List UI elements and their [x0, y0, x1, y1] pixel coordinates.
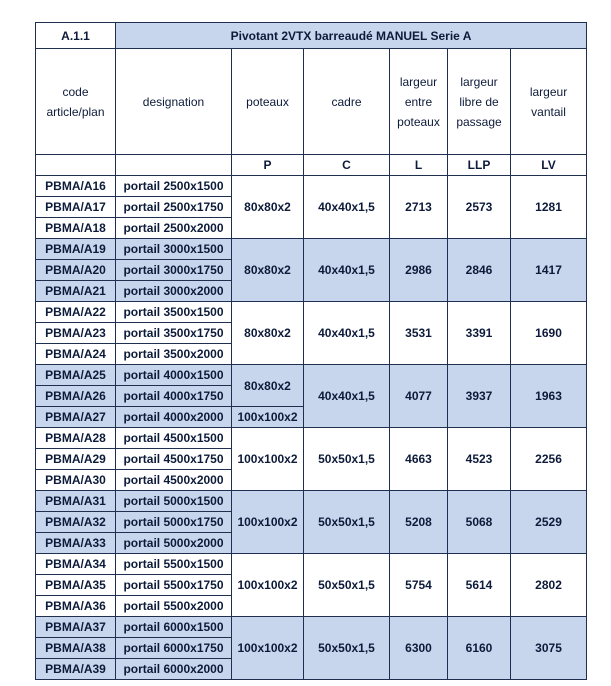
article-code: PBMA/A29	[36, 449, 116, 470]
cadre-cell: 40x40x1,5	[304, 176, 390, 239]
designation-cell: portail 4500x1500	[116, 428, 232, 449]
llp-cell: 6160	[448, 617, 511, 680]
designation-cell: portail 6000x1750	[116, 638, 232, 659]
designation-cell: portail 4000x1500	[116, 365, 232, 386]
article-code: PBMA/A36	[36, 596, 116, 617]
article-code: PBMA/A20	[36, 260, 116, 281]
designation-cell: portail 2500x2000	[116, 218, 232, 239]
designation-cell: portail 5500x1750	[116, 575, 232, 596]
column-header-poteaux	[232, 49, 304, 155]
poteaux-cell: 100x100x2	[232, 554, 304, 617]
designation-cell: portail 5500x1500	[116, 554, 232, 575]
poteaux-cell: 80x80x2	[232, 239, 304, 302]
llp-cell: 3391	[448, 302, 511, 365]
designation-cell: portail 3000x1750	[116, 260, 232, 281]
lv-cell: 1690	[511, 302, 587, 365]
designation-cell: portail 5500x2000	[116, 596, 232, 617]
cadre-cell: 50x50x1,5	[304, 617, 390, 680]
column-header-code	[36, 49, 116, 155]
column-header-cadre	[304, 49, 390, 155]
lv-cell: 2529	[511, 491, 587, 554]
article-code: PBMA/A28	[36, 428, 116, 449]
column-header-line: vantail	[531, 104, 566, 119]
llp-cell: 5068	[448, 491, 511, 554]
column-header-lv	[511, 49, 587, 155]
lv-cell: 1417	[511, 239, 587, 302]
article-code: PBMA/A38	[36, 638, 116, 659]
llp-cell: 2573	[448, 176, 511, 239]
designation-cell: portail 5000x1500	[116, 491, 232, 512]
column-header-line: poteaux	[397, 114, 440, 129]
designation-cell: portail 4000x1750	[116, 386, 232, 407]
column-symbol: P	[232, 155, 304, 176]
lv-cell: 3075	[511, 617, 587, 680]
cadre-cell: 50x50x1,5	[304, 554, 390, 617]
column-header-designation	[116, 49, 232, 155]
table-code: A.1.1	[36, 23, 116, 49]
column-header-line: largeur	[399, 74, 438, 89]
article-code: PBMA/A32	[36, 512, 116, 533]
column-header-line: article/plan	[46, 104, 105, 119]
cadre-cell: 50x50x1,5	[304, 491, 390, 554]
llp-cell: 3937	[448, 365, 511, 428]
cadre-cell: 40x40x1,5	[304, 239, 390, 302]
column-header-line: entre	[404, 94, 433, 109]
article-code: PBMA/A19	[36, 239, 116, 260]
poteaux-cell: 80x80x2	[232, 365, 304, 407]
table-row	[36, 176, 587, 197]
designation-cell: portail 3500x2000	[116, 344, 232, 365]
cadre-cell: 40x40x1,5	[304, 365, 390, 428]
column-header-largeur-entre	[390, 49, 448, 155]
article-code: PBMA/A34	[36, 554, 116, 575]
column-header-line: code	[62, 84, 89, 99]
poteaux-cell: 100x100x2	[232, 617, 304, 680]
table-row	[36, 239, 587, 260]
largeur-entre-cell: 3531	[390, 302, 448, 365]
poteaux-cell: 80x80x2	[232, 302, 304, 365]
largeur-entre-cell: 2713	[390, 176, 448, 239]
poteaux-cell: 100x100x2	[232, 407, 304, 428]
designation-cell: portail 5000x2000	[116, 533, 232, 554]
table-row	[36, 554, 587, 575]
table-row	[36, 302, 587, 323]
column-symbol: C	[304, 155, 390, 176]
article-code: PBMA/A24	[36, 344, 116, 365]
designation-cell: portail 3500x1750	[116, 323, 232, 344]
article-code: PBMA/A25	[36, 365, 116, 386]
table-row	[36, 365, 587, 386]
designation-cell: portail 4000x2000	[116, 407, 232, 428]
article-code: PBMA/A17	[36, 197, 116, 218]
column-header-line: cadre	[331, 94, 362, 109]
designation-cell: portail 4500x2000	[116, 470, 232, 491]
article-code: PBMA/A26	[36, 386, 116, 407]
poteaux-cell: 100x100x2	[232, 491, 304, 554]
article-code: PBMA/A21	[36, 281, 116, 302]
article-code: PBMA/A33	[36, 533, 116, 554]
column-symbol	[116, 155, 232, 176]
llp-cell: 2846	[448, 239, 511, 302]
spec-table	[35, 22, 587, 680]
table-title: Pivotant 2VTX barreaudé MANUEL Serie A	[116, 23, 587, 49]
article-code: PBMA/A31	[36, 491, 116, 512]
article-code: PBMA/A18	[36, 218, 116, 239]
llp-cell: 4523	[448, 428, 511, 491]
column-header-line: largeur	[460, 74, 498, 89]
column-header-line: libre de	[459, 94, 499, 109]
poteaux-cell: 100x100x2	[232, 428, 304, 491]
designation-cell: portail 6000x1500	[116, 617, 232, 638]
table-row	[36, 428, 587, 449]
column-header-line: designation	[142, 94, 205, 109]
llp-cell: 5614	[448, 554, 511, 617]
largeur-entre-cell: 4663	[390, 428, 448, 491]
lv-cell: 2256	[511, 428, 587, 491]
largeur-entre-cell: 6300	[390, 617, 448, 680]
table-row	[36, 491, 587, 512]
article-code: PBMA/A16	[36, 176, 116, 197]
designation-cell: portail 2500x1750	[116, 197, 232, 218]
article-code: PBMA/A35	[36, 575, 116, 596]
designation-cell: portail 3000x2000	[116, 281, 232, 302]
designation-cell: portail 2500x1500	[116, 176, 232, 197]
column-header-line: passage	[456, 114, 502, 129]
designation-cell: portail 4500x1750	[116, 449, 232, 470]
article-code: PBMA/A22	[36, 302, 116, 323]
article-code: PBMA/A23	[36, 323, 116, 344]
lv-cell: 2802	[511, 554, 587, 617]
article-code: PBMA/A39	[36, 659, 116, 680]
article-code: PBMA/A30	[36, 470, 116, 491]
column-symbol: LLP	[448, 155, 511, 176]
designation-cell: portail 3500x1500	[116, 302, 232, 323]
largeur-entre-cell: 4077	[390, 365, 448, 428]
lv-cell: 1281	[511, 176, 587, 239]
cadre-cell: 50x50x1,5	[304, 428, 390, 491]
designation-cell: portail 3000x1500	[116, 239, 232, 260]
designation-cell: portail 6000x2000	[116, 659, 232, 680]
column-symbol: L	[390, 155, 448, 176]
column-header-line: largeur	[529, 84, 568, 99]
column-header-line: poteaux	[246, 94, 289, 109]
lv-cell: 1963	[511, 365, 587, 428]
largeur-entre-cell: 5754	[390, 554, 448, 617]
article-code: PBMA/A27	[36, 407, 116, 428]
table-row	[36, 617, 587, 638]
designation-cell: portail 5000x1750	[116, 512, 232, 533]
largeur-entre-cell: 2986	[390, 239, 448, 302]
article-code: PBMA/A37	[36, 617, 116, 638]
column-symbol	[36, 155, 116, 176]
column-symbol: LV	[511, 155, 587, 176]
cadre-cell: 40x40x1,5	[304, 302, 390, 365]
column-header-llp	[448, 49, 511, 155]
largeur-entre-cell: 5208	[390, 491, 448, 554]
poteaux-cell: 80x80x2	[232, 176, 304, 239]
